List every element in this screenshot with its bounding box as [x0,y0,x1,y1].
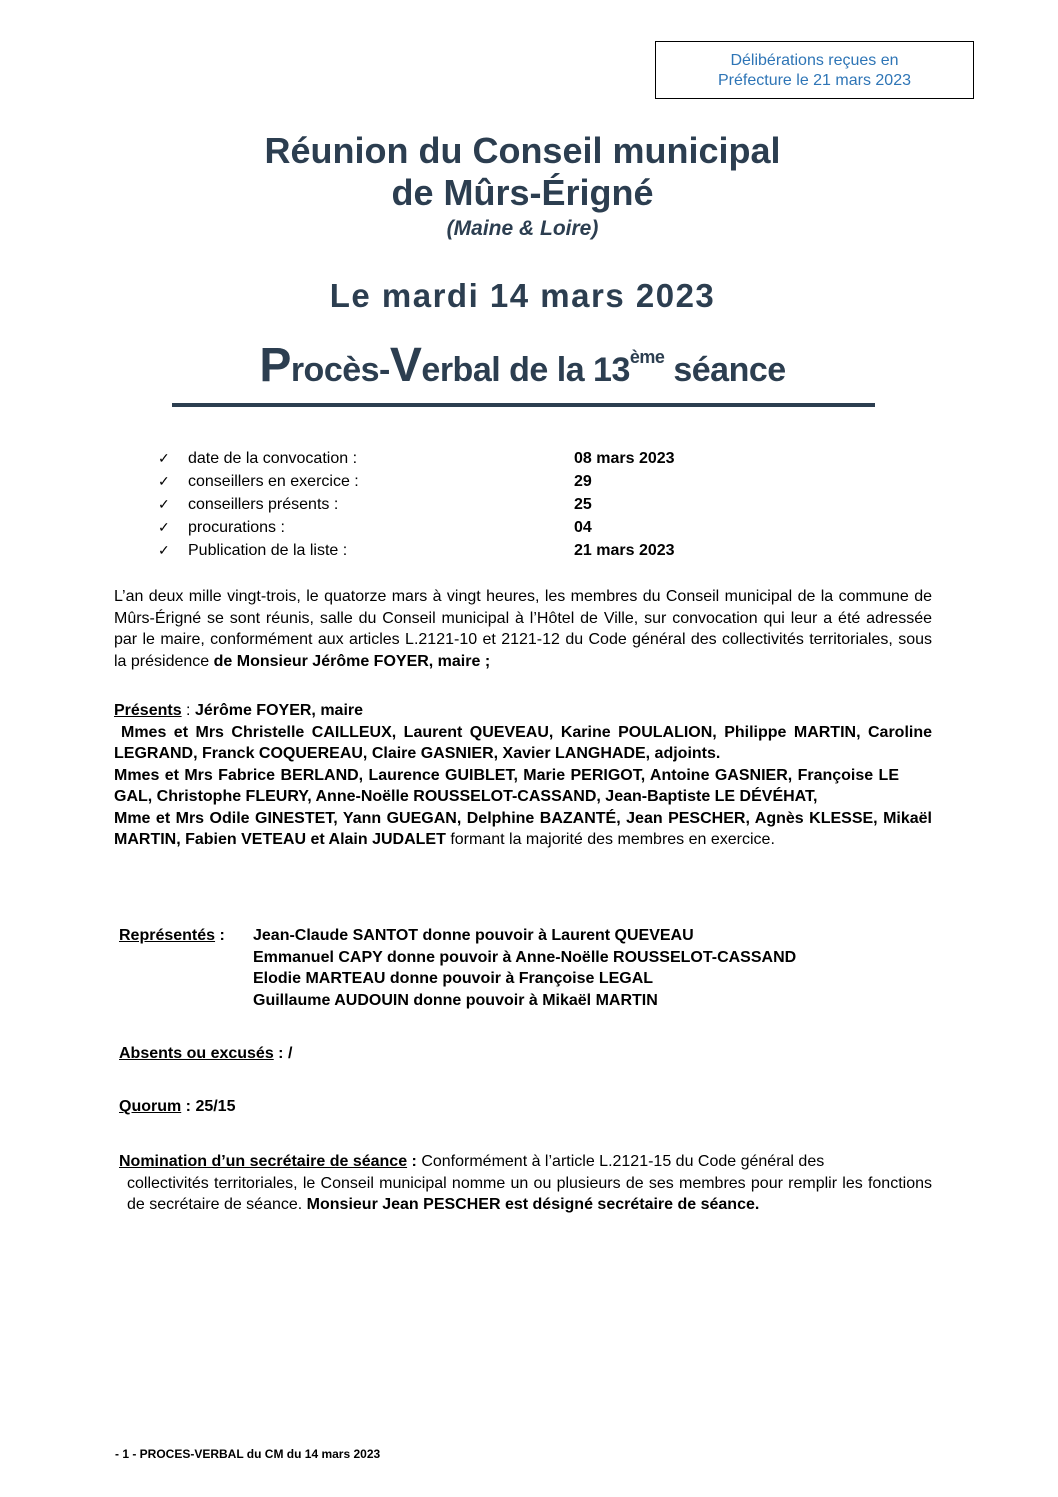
info-label: conseillers présents : [188,496,339,513]
info-label: procurations : [188,519,285,536]
info-item [158,447,718,470]
info-label: conseillers en exercice : [188,473,359,490]
quorum-label: Quorum [119,1098,182,1115]
intro-text: L’an deux mille vingt-trois, le quatorze mars à vingt heures, les membres du Conseil municipal de la commune de Mûrs-Érigné se sont réunis, salle du Conseil municipal à l’Hôtel de Ville, sur convocation qui leur a été adressée par le maire, conformément aux articles L.2121-10 et 2121-12 du Code général des collectivités territoriales, sous la présidence [114,588,932,670]
title-line-1: Réunion du Conseil municipal [264,130,781,171]
presents-tail: formant la majorité des membres en exercice. [445,831,775,848]
info-item [158,516,718,539]
pv-initial-v: V [389,339,422,392]
nomination-rest: collectivités territoriales, le Conseil municipal nomme un ou plusieurs de ses membres pour remplir les fonctions de secrétaire de séance. [127,1174,932,1213]
pv-text-erbal: erbal de la 13 [421,351,630,389]
checkmark-icon: ✓ [158,450,170,466]
title-line-2: de Mûrs-Érigné [391,172,654,213]
nomination-body [119,1173,932,1216]
info-value: 08 mars 2023 [574,450,675,467]
stamp-line-1: Délibérations reçues en [730,52,899,69]
info-value: 04 [574,519,592,536]
info-label: date de la convocation : [188,450,358,467]
pv-text-seance: séance [664,351,786,389]
presents-maire: Jérôme FOYER, maire [194,702,364,719]
heading-divider [172,403,875,407]
info-label: Publication de la liste : [188,542,348,559]
procuration-line: Emmanuel CAPY donne pouvoir à Anne-Noëlle ROUSSELOT-CASSAND [253,948,797,966]
nomination-sep: : [407,1153,417,1170]
quorum-value: : 25/15 [181,1098,236,1115]
info-value: 21 mars 2023 [574,542,675,559]
info-value: 25 [574,496,592,513]
procuration-line: Elodie MARTEAU donne pouvoir à Françoise LEGAL [253,970,654,987]
pv-initial-p: P [259,339,291,392]
quorum-line [119,1096,235,1118]
presents-group-3: Mme et Mrs Odile GINESTET, Yann GUEGAN, Delphine BAZANTÉ, Jean PESCHER, Agnès KLESSE, Mikaël MARTIN, Fabien VETEAU et Alain JUDALET [114,809,932,848]
presents-label: Présents [114,702,182,719]
info-item [158,493,718,516]
procuration-line: Jean-Claude SANTOT donne pouvoir à Laurent QUEVEAU [253,927,694,944]
nomination-first: Conformément à l’article L.2121-15 du Code général des [416,1153,825,1170]
absents-line [119,1043,292,1065]
presents-group-3-block [114,808,932,851]
stamp-line-2: Préfecture le 21 mars 2023 [718,72,911,89]
nomination-label: Nomination d’un secrétaire de séance [119,1153,408,1170]
absents-label: Absents ou excusés [119,1045,274,1062]
checkmark-icon: ✓ [158,473,170,489]
nomination-section [119,1151,932,1216]
nomination-secretary: Monsieur Jean PESCHER est désigné secrétaire de séance. [306,1196,760,1213]
meeting-info-list [158,447,718,562]
pv-text-roces: rocès- [290,351,390,389]
proces-verbal-heading [0,341,1045,395]
representes-section [119,925,796,1011]
meeting-date: Le mardi 14 mars 2023 [329,277,716,314]
pv-ordinal: ème [629,347,665,367]
info-item [158,539,718,562]
presents-sep: : [181,702,195,719]
procuration-line: Guillaume AUDOUIN donne pouvoir à Mikaël MARTIN [253,991,658,1009]
checkmark-icon: ✓ [158,496,170,512]
intro-president: de Monsieur Jérôme FOYER, maire ; [213,652,491,670]
representes-sep: : [215,927,225,944]
absents-value: : / [273,1045,293,1062]
representes-label: Représentés [119,927,216,944]
representes-label-wrap [119,925,253,947]
region-subtitle: (Maine & Loire) [446,217,599,240]
checkmark-icon: ✓ [158,542,170,558]
info-value: 29 [574,473,592,490]
presents-header [114,700,932,722]
prefecture-stamp [655,41,974,99]
presents-group-2: Mmes et Mrs Fabrice BERLAND, Laurence GUIBLET, Marie PERIGOT, Antoine GASNIER, Françoise LE GAL, Christophe FLEURY, Anne-Noëlle ROUSSELOT-CASSAND, Jean-Baptiste LE DÉVÉHAT, [114,766,899,805]
nomination-first-line [119,1151,932,1173]
presents-section [114,700,932,851]
intro-paragraph [114,586,932,672]
info-item [158,470,718,493]
page-footer: - 1 - PROCES-VERBAL du CM du 14 mars 2023 [115,1447,381,1461]
presents-adjoints: Mmes et Mrs Christelle CAILLEUX, Laurent QUEVEAU, Karine POULALION, Philippe MARTIN, Caroline LEGRAND, Franck COQUEREAU, Claire GASNIER, Xavier LANGHADE, adjoints. [114,723,932,762]
representes-first-line [119,925,796,947]
checkmark-icon: ✓ [158,519,170,535]
